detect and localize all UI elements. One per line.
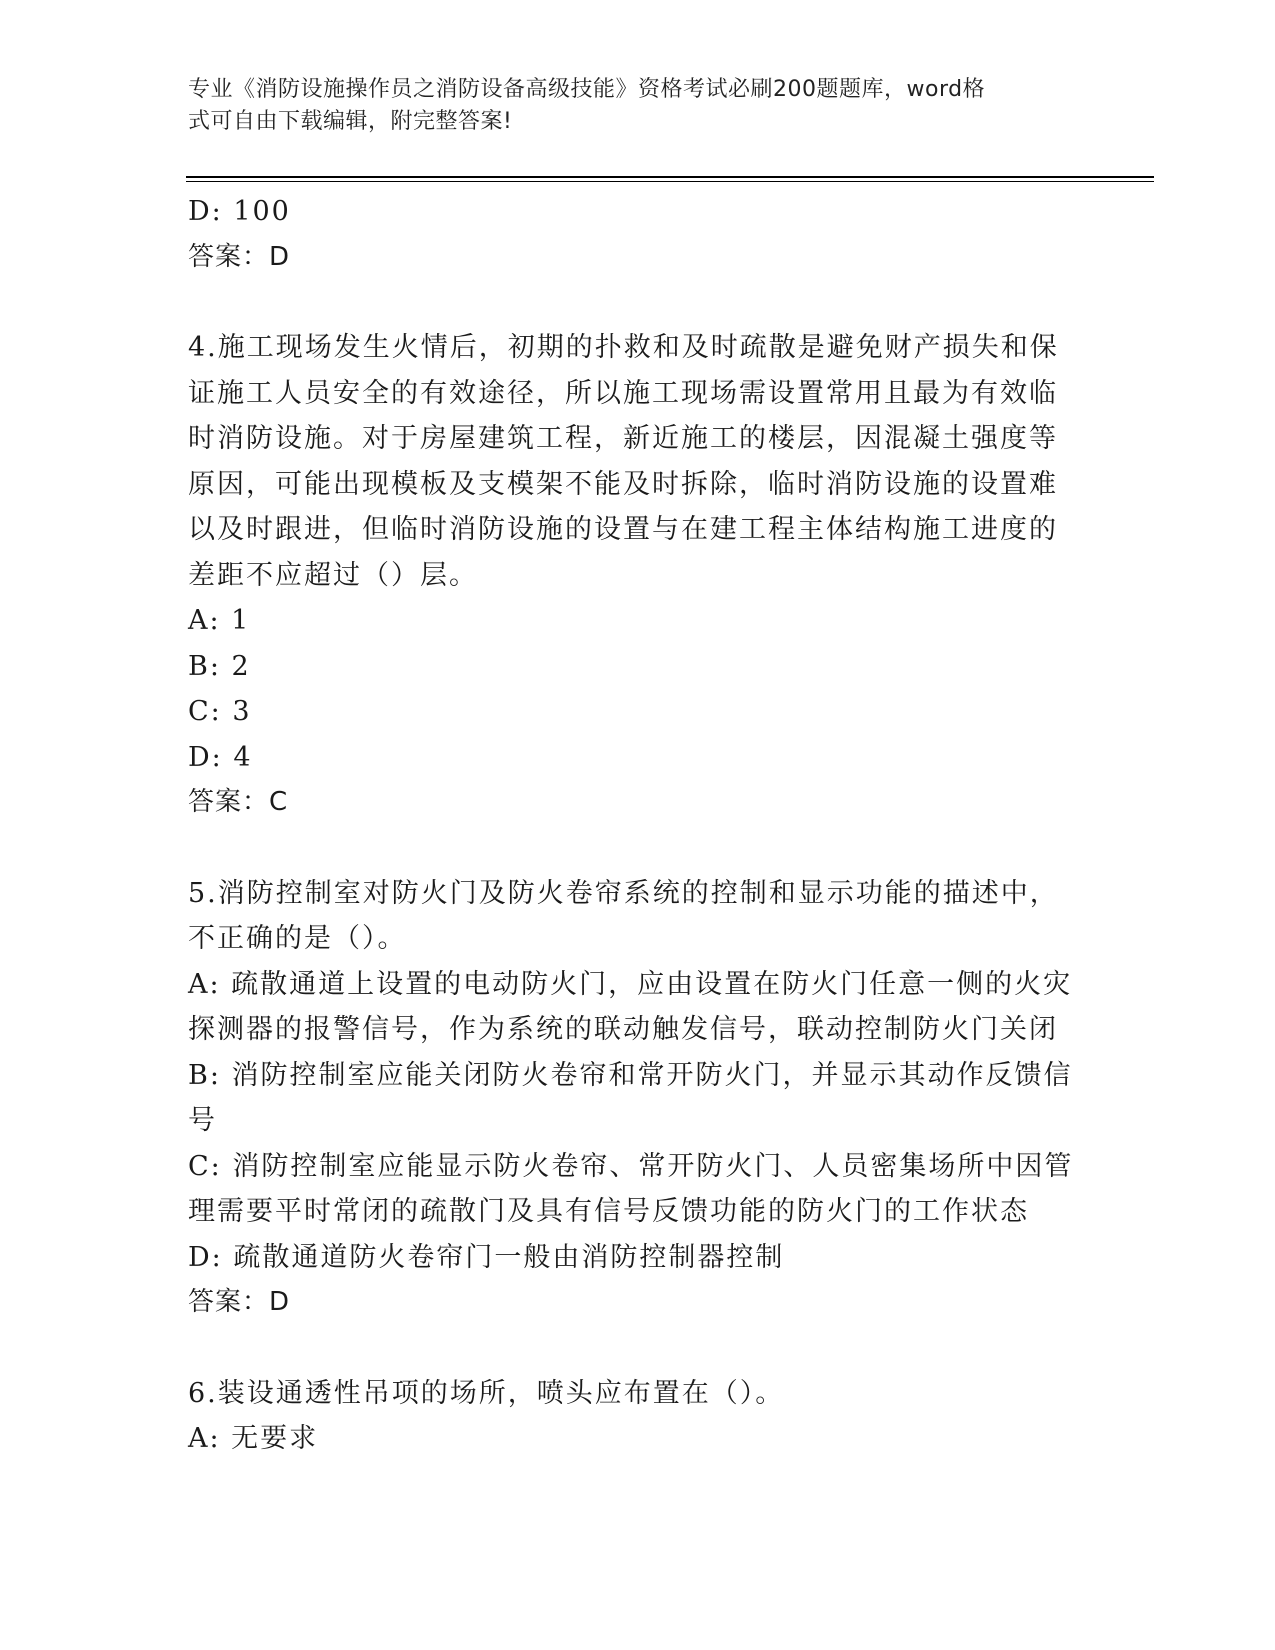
question-4-option-b: B: 2 bbox=[188, 650, 251, 682]
question-5-option-d: D: 疏散通道防火卷帘门一般由消防控制器控制 bbox=[188, 1241, 785, 1273]
question-6-text-line: 6.装设通透性吊项的场所，喷头应布置在（）。 bbox=[188, 1377, 785, 1409]
spacer bbox=[188, 280, 1088, 325]
question-4-text-line: 时消防设施。对于房屋建筑工程，新近施工的楼层，因混凝土强度等 bbox=[188, 423, 1058, 454]
question-content bbox=[188, 189, 1088, 1462]
question-5-text-line: 5.消防控制室对防火门及防火卷帘系统的控制和显示功能的描述中， bbox=[188, 877, 1059, 909]
header-line-1: 专业《消防设施操作员之消防设备高级技能》资格考试必刷200题题库，word格 bbox=[188, 77, 986, 102]
question-6-option-a: A: 无要求 bbox=[188, 1423, 319, 1454]
question-5-option-b-line: 号 bbox=[188, 1105, 217, 1136]
question-4-option-c: C: 3 bbox=[188, 696, 252, 727]
question-5-option-c-line: C: 消防控制室应能显示防火卷帘、常开防火门、人员密集场所中因管 bbox=[188, 1150, 1074, 1182]
question-6 bbox=[188, 1371, 1088, 1462]
question-4-answer: 答案：C bbox=[188, 787, 289, 817]
question-4 bbox=[188, 325, 1088, 826]
header-line-2: 式可自由下载编辑，附完整答案! bbox=[188, 109, 513, 134]
question-4-text-line: 4.施工现场发生火情后，初期的扑救和及时疏散是避免财产损失和保 bbox=[188, 332, 1059, 363]
question-4-text-line: 证施工人员安全的有效途径，所以施工现场需设置常用且最为有效临 bbox=[188, 377, 1058, 409]
question-4-option-a: A: 1 bbox=[188, 605, 251, 636]
question-5-text-line: 不正确的是（）。 bbox=[188, 923, 407, 954]
spacer bbox=[188, 826, 1088, 871]
prev-answer: 答案：D bbox=[188, 241, 291, 272]
question-4-text-line: 差距不应超过（）层。 bbox=[188, 559, 478, 591]
page-header bbox=[188, 74, 1068, 138]
header-divider-thick bbox=[186, 176, 1154, 178]
question-4-option-d: D: 4 bbox=[188, 741, 253, 773]
question-4-text-line: 原因，可能出现模板及支模架不能及时拆除，临时消防设施的设置难 bbox=[188, 468, 1058, 500]
question-5-option-b-line: B: 消防控制室应能关闭防火卷帘和常开防火门，并显示其动作反馈信 bbox=[188, 1059, 1073, 1091]
question-4-text-line: 以及时跟进，但临时消防设施的设置与在建工程主体结构施工进度的 bbox=[188, 514, 1058, 545]
prev-option-d: D: 100 bbox=[188, 196, 291, 227]
question-5 bbox=[188, 871, 1088, 1326]
question-5-option-a-line: A: 疏散通道上设置的电动防火门，应由设置在防火门任意一侧的火灾 bbox=[188, 968, 1073, 1000]
question-5-option-c-line: 理需要平时常闭的疏散门及具有信号反馈功能的防火门的工作状态 bbox=[188, 1196, 1029, 1227]
header-divider-thin bbox=[186, 181, 1154, 182]
spacer bbox=[188, 1326, 1088, 1371]
question-5-answer: 答案：D bbox=[188, 1287, 291, 1317]
question-5-option-a-line: 探测器的报警信号，作为系统的联动触发信号，联动控制防火门关闭 bbox=[188, 1014, 1058, 1045]
